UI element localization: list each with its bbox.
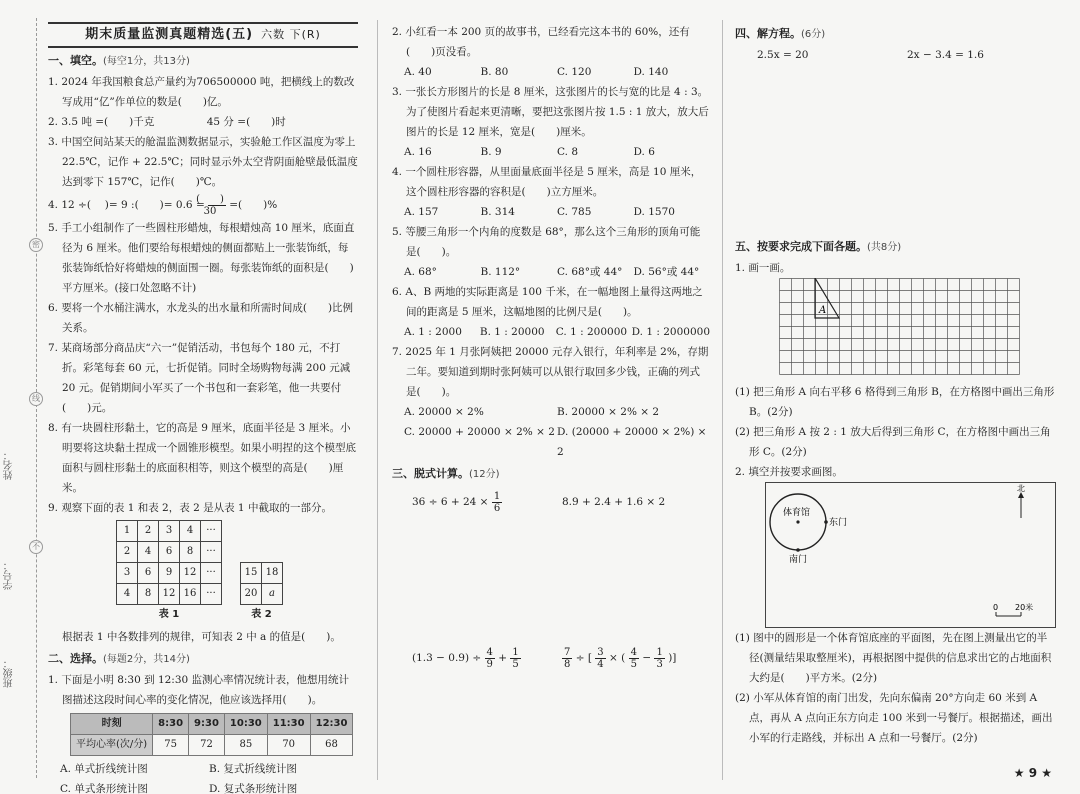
table-cell: 68 bbox=[310, 735, 353, 756]
square-grid bbox=[779, 278, 1029, 382]
table-cell: 70 bbox=[267, 735, 310, 756]
map-frame bbox=[766, 483, 1056, 628]
question-2-5-options: A. 68° B. 112° C. 68°或 44° D. 56°或 44° bbox=[404, 266, 700, 278]
gym-label: 体育馆 bbox=[783, 508, 811, 518]
table-cell: ··· bbox=[201, 521, 222, 542]
question-1-4: 4. 12 ÷( )= 9 :( )= 0.6 = $\frac{( )}{30}$ =( )% bbox=[48, 193, 278, 217]
column-header: 11:30 bbox=[267, 714, 310, 735]
question-1-9: 9. 观察下面的表 1 和表 2，表 2 是从表 1 中截取的一部分。 bbox=[48, 502, 332, 514]
student-id-label: 学号： bbox=[4, 560, 15, 590]
equations-row bbox=[735, 45, 1057, 65]
table-1-caption: 表 1 bbox=[158, 609, 180, 620]
scale-20m: 20米 bbox=[1015, 603, 1034, 612]
table-cell: 4 bbox=[138, 542, 159, 563]
answer-space bbox=[392, 515, 710, 645]
south-gate-point bbox=[796, 548, 800, 552]
east-gate-label: 东门 bbox=[829, 518, 848, 528]
calc-row-2 bbox=[392, 645, 710, 671]
question-1-8: 8. 有一块圆柱形黏土，它的高是 9 厘米，底面半径是 3 厘米。小明要将这块黏土捏成一个圆锥形模型。如果小明捏的这个模型底面积与圆柱形黏土的底面积相等，则这个模型的高是( )厘米。 bbox=[48, 422, 356, 494]
column-header: 12:30 bbox=[310, 714, 353, 735]
question-5-1-2: (2) 把三角形 A 按 2 : 1 放大后得到三角形 C，在方格图中画出三角形 C。(2分) bbox=[735, 426, 1051, 458]
question-2-6: 6. A、B 两地的实际距离是 100 千米，在一幅地图上量得这两地之间的距离是 5 厘米，这幅地图的比例尺是( )。 bbox=[392, 286, 703, 318]
class-label: 班级： bbox=[4, 658, 15, 688]
section-choice: 二、选择。(每题2分，共14分) bbox=[48, 652, 190, 665]
table-row bbox=[117, 584, 222, 605]
seal-mark: 不 bbox=[29, 540, 43, 554]
table-cell: 6 bbox=[159, 542, 180, 563]
table-1 bbox=[116, 520, 222, 605]
option-c: C. 单式条形统计图 bbox=[60, 783, 148, 794]
table-cell: 15 bbox=[241, 563, 262, 584]
question-2-4: 4. 一个圆柱形容器，从里面量底面半径是 5 厘米，高是 10 厘米，这个圆柱形容器的容积是( )立方厘米。 bbox=[392, 166, 702, 198]
question-2-3-options: A. 16 B. 9 C. 8 D. 6 bbox=[404, 146, 655, 158]
south-gate-label: 南门 bbox=[789, 555, 808, 565]
question-1-2: 2. 3.5 吨 =( )千克 45 分 =( )时 bbox=[48, 116, 286, 128]
question-1-6: 6. 要将一个水桶注满水，水龙头的出水量和所需时间成( )比例关系。 bbox=[48, 302, 354, 334]
north-label: 北 bbox=[1017, 484, 1025, 493]
question-1-3: 3. 中国空间站某天的舱温监测数据显示，实验舱工作区温度为零上 22.5℃，记作 + 22.5℃；同时显示外太空背阴面舱壁最低温度达到零下 157℃，记作( )℃。 bbox=[48, 136, 358, 188]
table-row bbox=[117, 542, 222, 563]
question-2-7: 7. 2025 年 1 月张阿姨把 20000 元存入银行，年利率是 2%，存期二年。要知道到期时张阿姨可以从银行取回多少钱，正确的列式是( )。 bbox=[392, 346, 709, 398]
seal-mark: 密 bbox=[29, 238, 43, 252]
title-text: 期末质量监测真题精选(五) bbox=[85, 27, 254, 42]
tables-figure bbox=[48, 520, 358, 625]
question-5-1-1: (1) 把三角形 A 向右平移 6 格得到三角形 B，在方格图中画出三角形 B。(2分) bbox=[735, 386, 1055, 418]
column-left bbox=[48, 22, 358, 794]
equation-1: 2.5x = 20 bbox=[757, 49, 809, 61]
answer-space bbox=[735, 65, 1057, 235]
question-1-5: 5. 手工小组制作了一些圆柱形蜡烛，每根蜡烛高 10 厘米，底面直径为 6 厘米。他们要给每根蜡烛的侧面都贴上一张装饰纸，每张装饰纸恰好将蜡烛的侧面围一圈。每张装饰纸的面积是( )平方厘米。(接口处忽略不计) bbox=[48, 222, 355, 294]
table-cell: 18 bbox=[262, 563, 283, 584]
table-2-caption: 表 2 bbox=[251, 609, 272, 620]
question-2-5: 5. 等腰三角形一个内角的度数是 68°，那么这个三角形的顶角可能是( )。 bbox=[392, 226, 701, 258]
calc-expression-1: 36 ÷ 6 + 24 × $\frac{1}{6}$ bbox=[412, 490, 501, 514]
table-cell: 16 bbox=[180, 584, 201, 605]
calc-expression-3: (1.3 − 0.9) ÷ $\frac{4}{9}$ + $\frac{1}{5}$ bbox=[412, 646, 519, 670]
table-2 bbox=[240, 562, 283, 605]
table-row bbox=[241, 584, 283, 605]
heart-rate-table bbox=[70, 713, 353, 756]
table-cell: 3 bbox=[117, 563, 138, 584]
column-right bbox=[735, 22, 1057, 748]
table-cell: 12 bbox=[159, 584, 180, 605]
table-cell: 3 bbox=[159, 521, 180, 542]
exam-title bbox=[48, 22, 358, 48]
table-cell: 平均心率(次/分) bbox=[71, 735, 153, 756]
column-divider bbox=[722, 20, 723, 780]
question-1-1: 1. 2024 年我国粮食总产量约为706500000 吨，把横线上的数改写成用“亿”作单位的数是( )亿。 bbox=[48, 76, 355, 108]
seal-mark: 线 bbox=[29, 392, 43, 406]
section-calculation: 三、脱式计算。(12分) bbox=[392, 467, 500, 480]
title-subject: 六数 下(R) bbox=[261, 28, 321, 41]
question-1-7: 7. 某商场部分商品庆“六一”促销活动，书包每个 180 元，不打折。彩笔每套 60 元，七折促销。同时全场购物每满 200 元减 20 元。促销期间小军买了一个书包和一套彩笔，他一共要付( )元。 bbox=[48, 342, 351, 414]
section-equations: 四、解方程。(6分) bbox=[735, 27, 826, 40]
column-header: 时刻 bbox=[71, 714, 153, 735]
table-cell: 85 bbox=[224, 735, 267, 756]
table-cell: 75 bbox=[153, 735, 189, 756]
question-5-2-1: (1) 图中的圆形是一个体育馆底座的平面图，先在图上测量出它的半径(测量结果取整厘米)，再根据图中提供的信息求出它的占地面积大约是( )平方米。(2分) bbox=[735, 632, 1052, 684]
question-2-6-options: A. 1 : 2000 B. 1 : 20000 C. 1 : 200000 D. 1 : 2000000 bbox=[404, 326, 711, 338]
table-cell: 4 bbox=[117, 584, 138, 605]
table-cell: 6 bbox=[138, 563, 159, 584]
table-cell: 20 bbox=[241, 584, 262, 605]
equation-2: 2x − 3.4 = 1.6 bbox=[907, 49, 984, 61]
section-fill-blank: 一、填空。(每空1分，共13分) bbox=[48, 54, 190, 67]
question-2-3: 3. 一张长方形图片的长是 8 厘米，这张图片的长与宽的比是 4 : 3。为了使图片看起来更清晰，要把这张图片按 1.5 : 1 放大，放大后图片的长是 12 厘米，宽是( )厘米。 bbox=[392, 86, 709, 138]
table-row bbox=[241, 563, 283, 584]
subquestion-5-1: 1. 画一画。 bbox=[735, 262, 791, 274]
question-2-1: 1. 下面是小明 8:30 到 12:30 监测心率情况统计表，他想用统计图描述这段时间心率的变化情况，他应该选择用( )。 bbox=[48, 674, 350, 706]
east-gate-point bbox=[824, 520, 828, 524]
section-drawing: 五、按要求完成下面各题。(共8分) bbox=[735, 240, 902, 253]
calc-expression-2: 8.9 + 2.4 + 1.6 × 2 bbox=[562, 496, 666, 508]
table-cell: 8 bbox=[138, 584, 159, 605]
table-cell: ··· bbox=[201, 584, 222, 605]
calc-row-1 bbox=[392, 489, 710, 515]
triangle-a-label: A bbox=[819, 305, 827, 316]
table-cell: ··· bbox=[201, 542, 222, 563]
option-b: B. 复式折线统计图 bbox=[209, 763, 297, 775]
question-2-1-options bbox=[48, 759, 358, 794]
option-a: A. 单式折线统计图 bbox=[60, 763, 148, 775]
table-cell: 8 bbox=[180, 542, 201, 563]
question-2-2-options: A. 40 B. 80 C. 120 D. 140 bbox=[404, 66, 669, 78]
table-cell: 2 bbox=[117, 542, 138, 563]
column-header: 9:30 bbox=[189, 714, 225, 735]
subquestion-5-2: 2. 填空并按要求画图。 bbox=[735, 466, 843, 478]
table-cell: 1 bbox=[117, 521, 138, 542]
table-row bbox=[117, 563, 222, 584]
question-5-2-2: (2) 小军从体育馆的南门出发，先向东偏南 20°方向走 60 米到 A 点，再从 A 点向正东方向走 100 米到一号餐厅。根据描述，画出小军的行走路线，并标出 A 点和一号餐厅。(2分) bbox=[735, 692, 1053, 744]
column-header: 8:30 bbox=[153, 714, 189, 735]
binding-margin bbox=[0, 0, 44, 794]
table-cell: 72 bbox=[189, 735, 225, 756]
column-header: 10:30 bbox=[224, 714, 267, 735]
question-2-7-options: A. 20000 × 2% B. 20000 × 2% × 2 C. 20000 + 20000 × 2% × 2 D. (20000 + 20000 × 2%) × 2 bbox=[404, 406, 707, 458]
column-middle bbox=[392, 22, 710, 671]
table-cell: 12 bbox=[180, 563, 201, 584]
column-divider bbox=[377, 20, 378, 780]
question-2-2: 2. 小红看一本 200 页的故事书，已经看完这本书的 60%，还有( )页没看。 bbox=[392, 26, 690, 58]
gym-center bbox=[796, 520, 799, 523]
calc-expression-4: $\frac{7}{8}$ ÷ [ $\frac{3}{4}$ × ( $\frac{4}{5}$ − $\frac{1}{3}$ )] bbox=[564, 646, 677, 670]
table-cell: a bbox=[262, 584, 283, 605]
page-number: ★ 9 ★ bbox=[1013, 766, 1052, 780]
table-cell: 4 bbox=[180, 521, 201, 542]
question-2-4-options: A. 157 B. 314 C. 785 D. 1570 bbox=[404, 206, 675, 218]
option-d: D. 复式条形统计图 bbox=[209, 783, 298, 794]
question-1-9b: 根据表 1 中各数排列的规律，可知表 2 中 a 的值是( )。 bbox=[62, 631, 341, 643]
table-cell: 2 bbox=[138, 521, 159, 542]
table-row bbox=[117, 521, 222, 542]
scale-zero: 0 bbox=[993, 603, 999, 612]
map-figure bbox=[765, 482, 1061, 628]
table-cell: 9 bbox=[159, 563, 180, 584]
table-cell: ··· bbox=[201, 563, 222, 584]
name-label: 姓名： bbox=[4, 450, 15, 480]
